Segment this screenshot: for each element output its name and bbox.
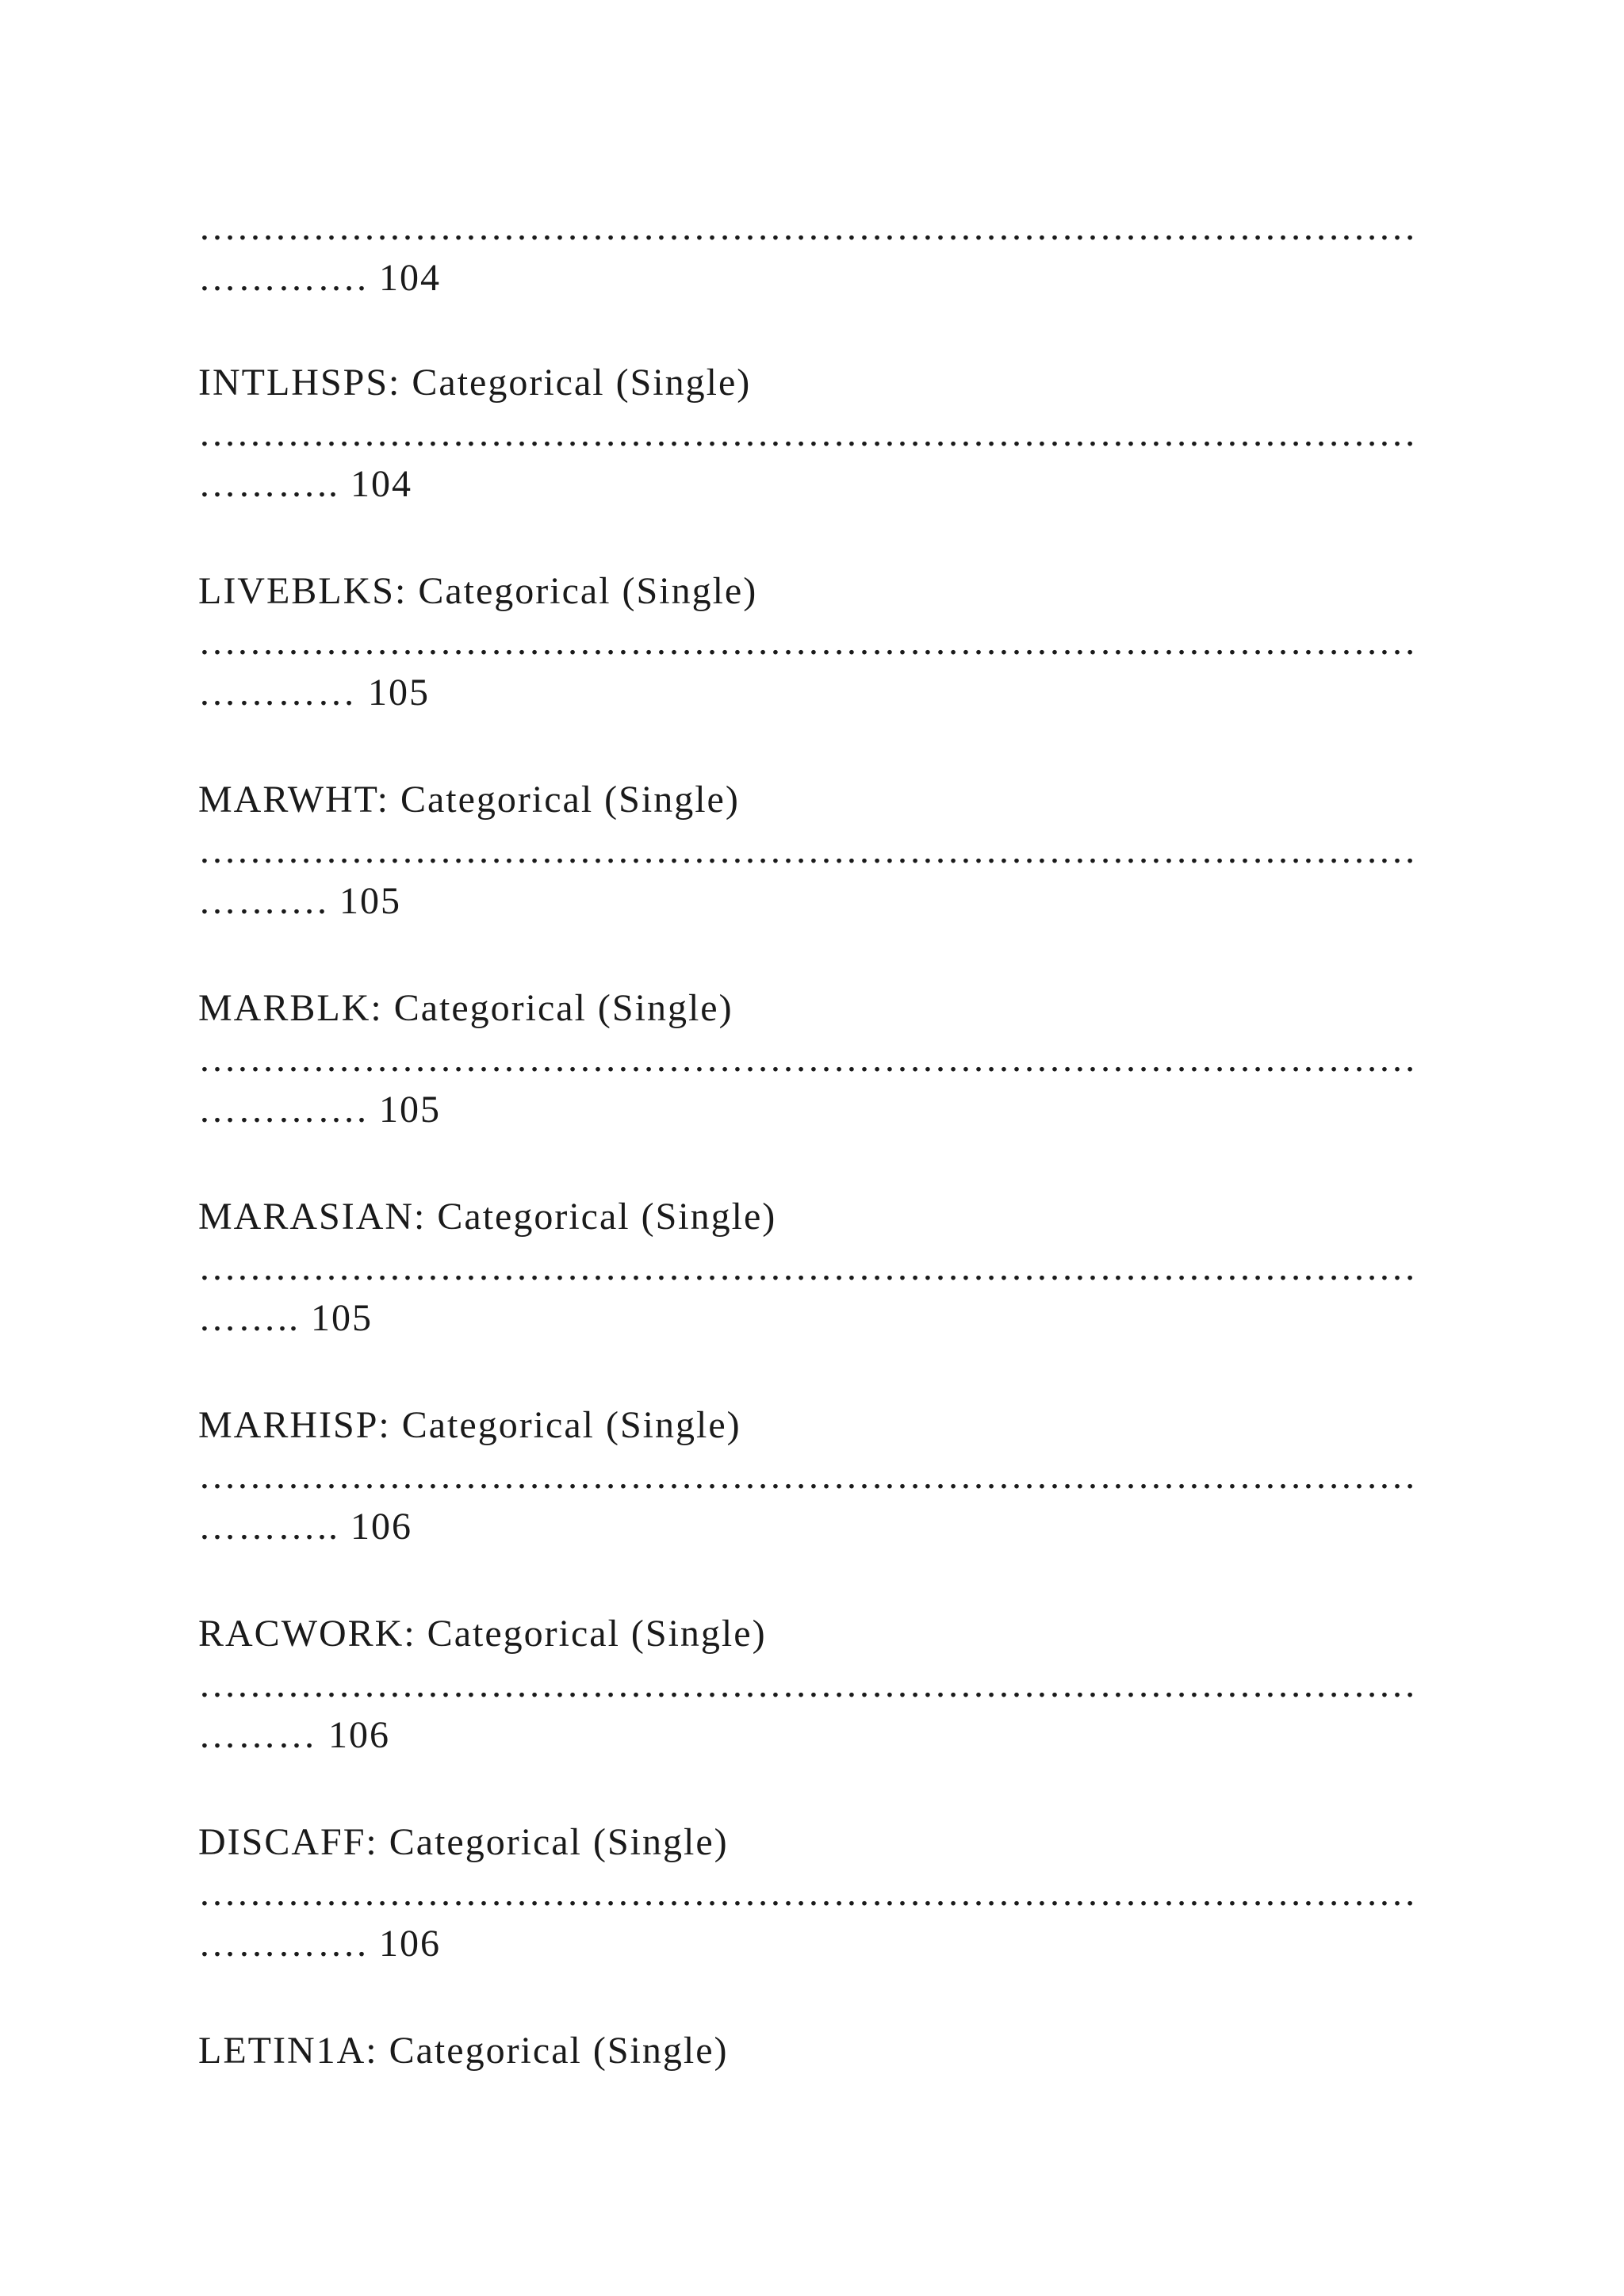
entry-title: DISCAFF: Categorical (Single)	[198, 1821, 729, 1863]
page-reference: …………. 105	[198, 1089, 441, 1131]
entry-title: LIVEBLKS: Categorical (Single)	[198, 570, 758, 612]
dot-leader: ……………………………………………………………………………………	[198, 621, 1416, 663]
entry-title: MARWHT: Categorical (Single)	[198, 779, 740, 821]
page-reference: …………. 104	[198, 257, 441, 299]
page-reference: ……….. 106	[198, 1506, 412, 1548]
toc-entry	[198, 358, 1435, 510]
entry-title: MARBLK: Categorical (Single)	[198, 987, 733, 1029]
toc-entry	[198, 1400, 1435, 1552]
entry-title: INTLHSPS: Categorical (Single)	[198, 362, 752, 404]
dot-leader: ……………………………………………………………………………………	[198, 206, 1416, 248]
dot-leader: ……………………………………………………………………………………	[198, 1872, 1416, 1914]
page-reference: ………. 105	[198, 880, 401, 922]
toc-entry	[198, 2026, 728, 2076]
toc-entry	[198, 983, 1435, 1135]
dot-leader: ……………………………………………………………………………………	[198, 412, 1416, 454]
toc-entry	[198, 566, 1435, 718]
toc-entry	[198, 1609, 1435, 1761]
entry-title: LETIN1A: Categorical (Single)	[198, 2030, 729, 2072]
toc-entry	[198, 202, 1435, 304]
dot-leader: ……………………………………………………………………………………	[198, 1038, 1416, 1080]
page-reference: ……….. 104	[198, 463, 412, 505]
page-reference: …………. 106	[198, 1923, 441, 1965]
entry-title: MARHISP: Categorical (Single)	[198, 1404, 741, 1446]
page-reference: ………… 105	[198, 672, 430, 714]
dot-leader: ……………………………………………………………………………………	[198, 1455, 1416, 1497]
dot-leader: ……………………………………………………………………………………	[198, 829, 1416, 871]
entry-title: RACWORK: Categorical (Single)	[198, 1613, 767, 1655]
toc-entry	[198, 1817, 1435, 1969]
page-reference: ……… 106	[198, 1714, 390, 1756]
entry-title: MARASIAN: Categorical (Single)	[198, 1196, 777, 1238]
toc-entry	[198, 775, 1435, 927]
dot-leader: ……………………………………………………………………………………	[198, 1663, 1416, 1705]
dot-leader: ……………………………………………………………………………………	[198, 1246, 1416, 1288]
toc-entry	[198, 1192, 1435, 1344]
page-reference: …….. 105	[198, 1297, 373, 1339]
